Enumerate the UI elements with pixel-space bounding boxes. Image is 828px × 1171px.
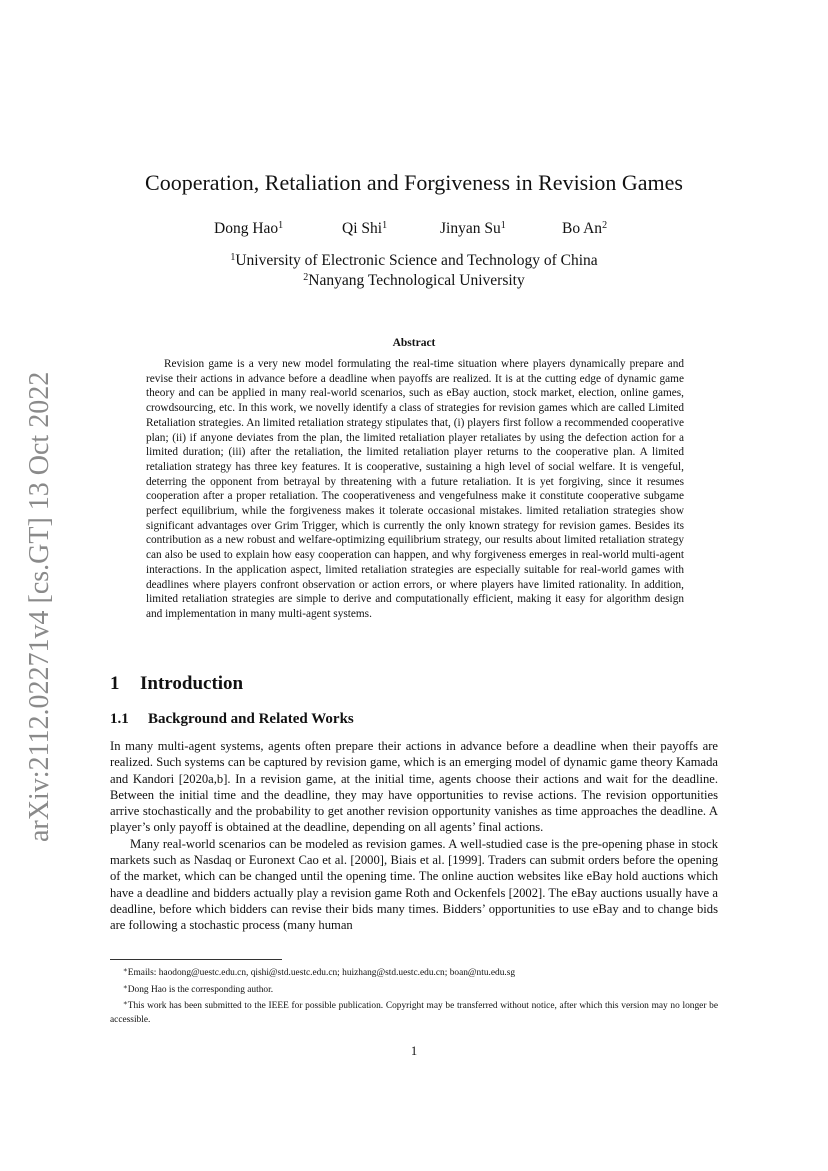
author-affil-mark: 1	[500, 220, 506, 231]
body-paragraph: In many multi-agent systems, agents often prepare their actions in advance before a deadline when their payoffs are realized. Such systems can be captured by revision game, which is an emerging model of dynamic game theory Kamada and Kandori [2020a,b]. In a revision game, at the initial time, agents choose their actions and wait for the deadline. Between the initial time and the deadline, they may have opportunities to revise actions. The revision opportunities arrive stochastically and the probability to get another revision opportunity vanishes as time approaches the deadline. A player’s only payoff is obtained at the deadline, depending on all agents’ final actions.	[110, 739, 718, 835]
footnote	[110, 997, 718, 1027]
footnote-divider	[110, 959, 282, 960]
abstract-heading: Abstract	[392, 337, 436, 349]
section-number: 1	[110, 673, 120, 694]
abstract-text: Revision game is a very new model formulating the real-time situation where players dynamically prepare and revise their actions in advance before a deadline when payoffs are realized. It is at the cutting edge of dynamic game theory and can be applied in many real-world scenarios, such as eBay auction, stock market, election, online games, crowdsourcing, etc. In this work, we novelly identify a class of strategies for revision games which are called Limited Retaliation strategies. An limited retaliation strategy stipulates that, (i) players first follow a recommended cooperative plan; (ii) if anyone deviates from the plan, the limited retaliation player retaliates by using the defection action for a limited duration; (iii) after the retaliation, the limited retaliation player returns to the cooperative plan. A limited retaliation strategy has three key features. It is cooperative, sustaining a high level of social welfare. It is vengeful, deterring the opponent from betrayal by threatening with a future retaliation. It is yet forgiving, since it resumes cooperation after a proper retaliation. The cooperativeness and vengefulness make it constitute cooperative subgame perfect equilibrium, while the forgiveness makes it tolerate occasional mistakes. limited retaliation strategies show significant advantages over Grim Trigger, which is currently the only known strategy for revision games. Besides its contribution as a new robust and welfare-optimizing equilibrium strategy, our results about limited retaliation strategy can also be used to explain how easy cooperation can happen, and why forgiveness emerges in real-world multi-agent interactions. In the application aspect, limited retaliation strategies are especially suitable for real-world games with deadlines where players confront observation or action errors, or where players have limited rationality. In addition, limited retaliation strategies are simple to derive and computationally efficient, making it easy for algorithm design and implementation in many multi-agent systems.	[146, 358, 684, 620]
author-name: Jinyan Su	[440, 220, 501, 237]
author-name: Bo An	[562, 220, 603, 237]
subsection-heading-background	[110, 709, 354, 729]
subsection-title: Background and Related Works	[148, 711, 354, 727]
section-heading-introduction	[110, 672, 243, 696]
author-3	[440, 214, 506, 241]
author-1	[214, 214, 283, 241]
author-affil-mark: 2	[602, 220, 608, 231]
author-2	[342, 214, 387, 241]
footnote-mark: ∗	[123, 999, 128, 1007]
footnote-mark: ∗	[123, 982, 128, 991]
author-affil-mark: 1	[382, 220, 388, 231]
footnote	[110, 964, 718, 981]
footnotes	[110, 964, 718, 1027]
author-name: Dong Hao	[214, 220, 279, 237]
page-number: 1	[410, 1044, 418, 1058]
footnote-mark: ∗	[123, 966, 128, 974]
author-4	[562, 214, 607, 241]
footnote-text: Dong Hao is the corresponding author.	[127, 984, 274, 995]
section-title: Introduction	[140, 673, 244, 694]
footnote-text: Emails: haodong@uestc.edu.cn, qishi@std.uestc.edu.cn; huizhang@std.uestc.edu.cn; boan@ntu.edu.sg	[127, 968, 516, 978]
body-text	[110, 738, 718, 934]
affiliation-name: University of Electronic Science and Technology of China	[235, 252, 598, 269]
affiliation-name: Nanyang Technological University	[308, 272, 525, 289]
author-list	[0, 214, 828, 238]
paper-title: Cooperation, Retaliation and Forgiveness in Revision Games	[145, 170, 683, 195]
body-paragraph: Many real-world scenarios can be modeled as revision games. A well-studied case is the pre-opening phase in stock markets such as Nasdaq or Euronext Cao et al. [2000], Biais et al. [1999]. Traders can submit orders before the opening of the market, which can be changed until the opening time. The online auction websites like eBay hold auctions which have a deadline and bidders actually play a revision game Roth and Ockenfels [2002]. The eBay auctions usually have a deadline, before which bidders can revise their bids many times. Bidders’ opportunities to use eBay and to change bids are following a stochastic process (many human	[110, 836, 718, 933]
arxiv-identifier-stamp: arXiv:2112.02271v4 [cs.GT] 13 Oct 2022	[24, 371, 55, 843]
affiliation-mark: 2	[303, 272, 309, 283]
subsection-number: 1.1	[110, 711, 129, 727]
footnote	[110, 981, 718, 998]
footnote-text: This work has been submitted to the IEEE for possible publication. Copyright may be transferred without notice, after which this version may no longer be accessible.	[110, 1001, 718, 1025]
author-name: Qi Shi	[342, 220, 383, 237]
affiliation-mark: 1	[230, 252, 236, 263]
affiliation-2	[0, 268, 828, 291]
author-affil-mark: 1	[278, 220, 284, 231]
